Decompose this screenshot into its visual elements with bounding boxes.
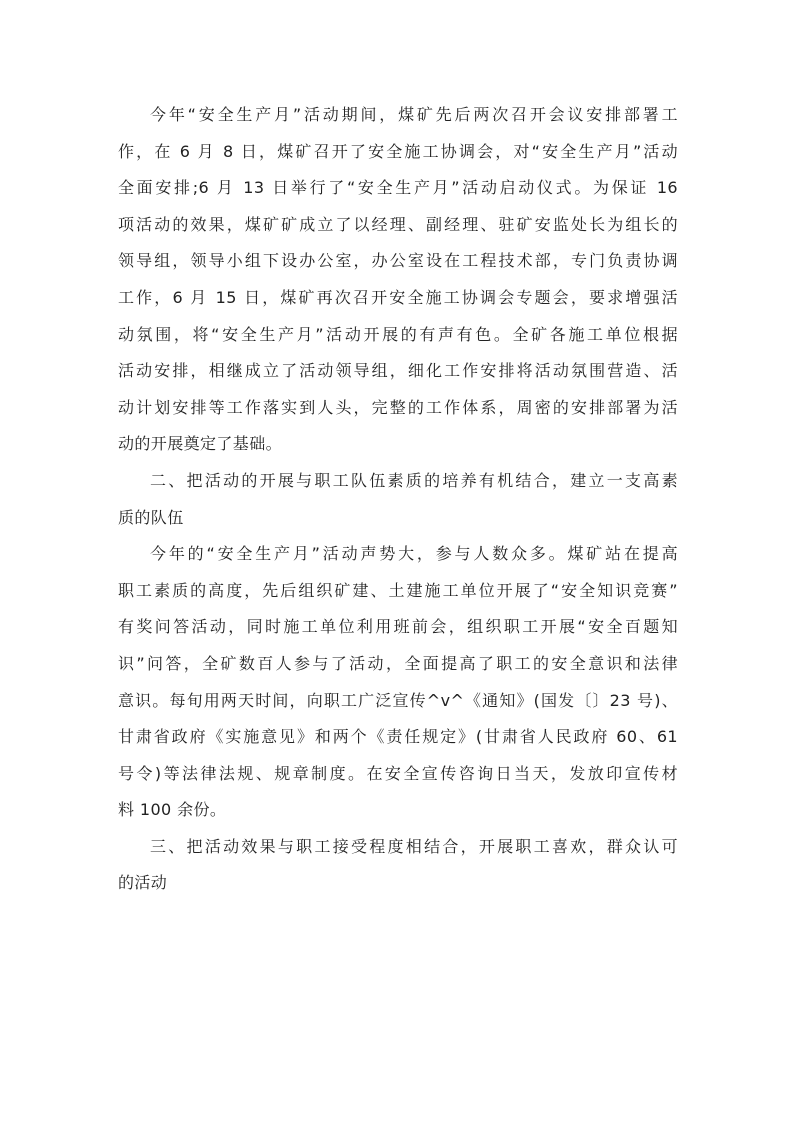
heading-line: 质的队伍 bbox=[118, 507, 184, 527]
paragraph-activity-arrangement bbox=[118, 97, 678, 463]
paragraph-line: 意识。每旬用两天时间，向职工广泛宣传^v^《通知》(国发〔〕23 号)、 bbox=[118, 690, 678, 710]
paragraph-worker-quality bbox=[118, 536, 678, 829]
paragraph-line: 工作，6 月 15 日，煤矿再次召开安全施工协调会专题会，要求增强活 bbox=[118, 287, 678, 307]
heading-line: 三、把活动效果与职工接受程度相结合，开展职工喜欢，群众认可 bbox=[150, 836, 678, 856]
paragraph-line: 活动安排，相继成立了活动领导组，细化工作安排将活动氛围营造、活 bbox=[118, 361, 678, 381]
section-heading-three bbox=[118, 829, 678, 902]
paragraph-line: 领导组，领导小组下设办公室，办公室设在工程技术部，专门负责协调 bbox=[118, 251, 678, 271]
paragraph-line: 全面安排;6 月 13 日举行了“安全生产月”活动启动仪式。为保证 16 bbox=[118, 178, 678, 198]
paragraph-line: 甘肃省政府《实施意见》和两个《责任规定》(甘肃省人民政府 60、61 bbox=[118, 727, 678, 747]
paragraph-line: 职工素质的高度，先后组织矿建、土建施工单位开展了“安全知识竞赛” bbox=[118, 580, 678, 600]
paragraph-line: 今年的“安全生产月”活动声势大，参与人数众多。煤矿站在提高 bbox=[150, 544, 678, 564]
paragraph-line: 动氛围，将“安全生产月”活动开展的有声有色。全矿各施工单位根据 bbox=[118, 324, 678, 344]
paragraph-line: 有奖问答活动，同时施工单位利用班前会，组织职工开展“安全百题知 bbox=[118, 617, 678, 637]
paragraph-line: 动的开展奠定了基础。 bbox=[118, 434, 283, 454]
paragraph-line: 今年“安全生产月”活动期间，煤矿先后两次召开会议安排部署工 bbox=[150, 105, 678, 124]
document-body bbox=[118, 97, 678, 902]
paragraph-line: 项活动的效果，煤矿矿成立了以经理、副经理、驻矿安监处长为组长的 bbox=[118, 214, 678, 234]
paragraph-line: 识”问答，全矿数百人参与了活动，全面提高了职工的安全意识和法律 bbox=[118, 653, 678, 673]
paragraph-line: 号令)等法律法规、规章制度。在安全宣传咨询日当天，发放印宣传材 bbox=[118, 763, 678, 783]
paragraph-line: 料 100 余份。 bbox=[118, 800, 227, 820]
heading-line: 的活动 bbox=[118, 873, 168, 893]
paragraph-line: 作，在 6 月 8 日，煤矿召开了安全施工协调会，对“安全生产月”活动 bbox=[118, 141, 678, 161]
section-heading-two bbox=[118, 463, 678, 536]
paragraph-line: 动计划安排等工作落实到人头，完整的工作体系，周密的安排部署为活 bbox=[118, 397, 678, 417]
heading-line: 二、把活动的开展与职工队伍素质的培养有机结合，建立一支高素 bbox=[150, 470, 678, 490]
